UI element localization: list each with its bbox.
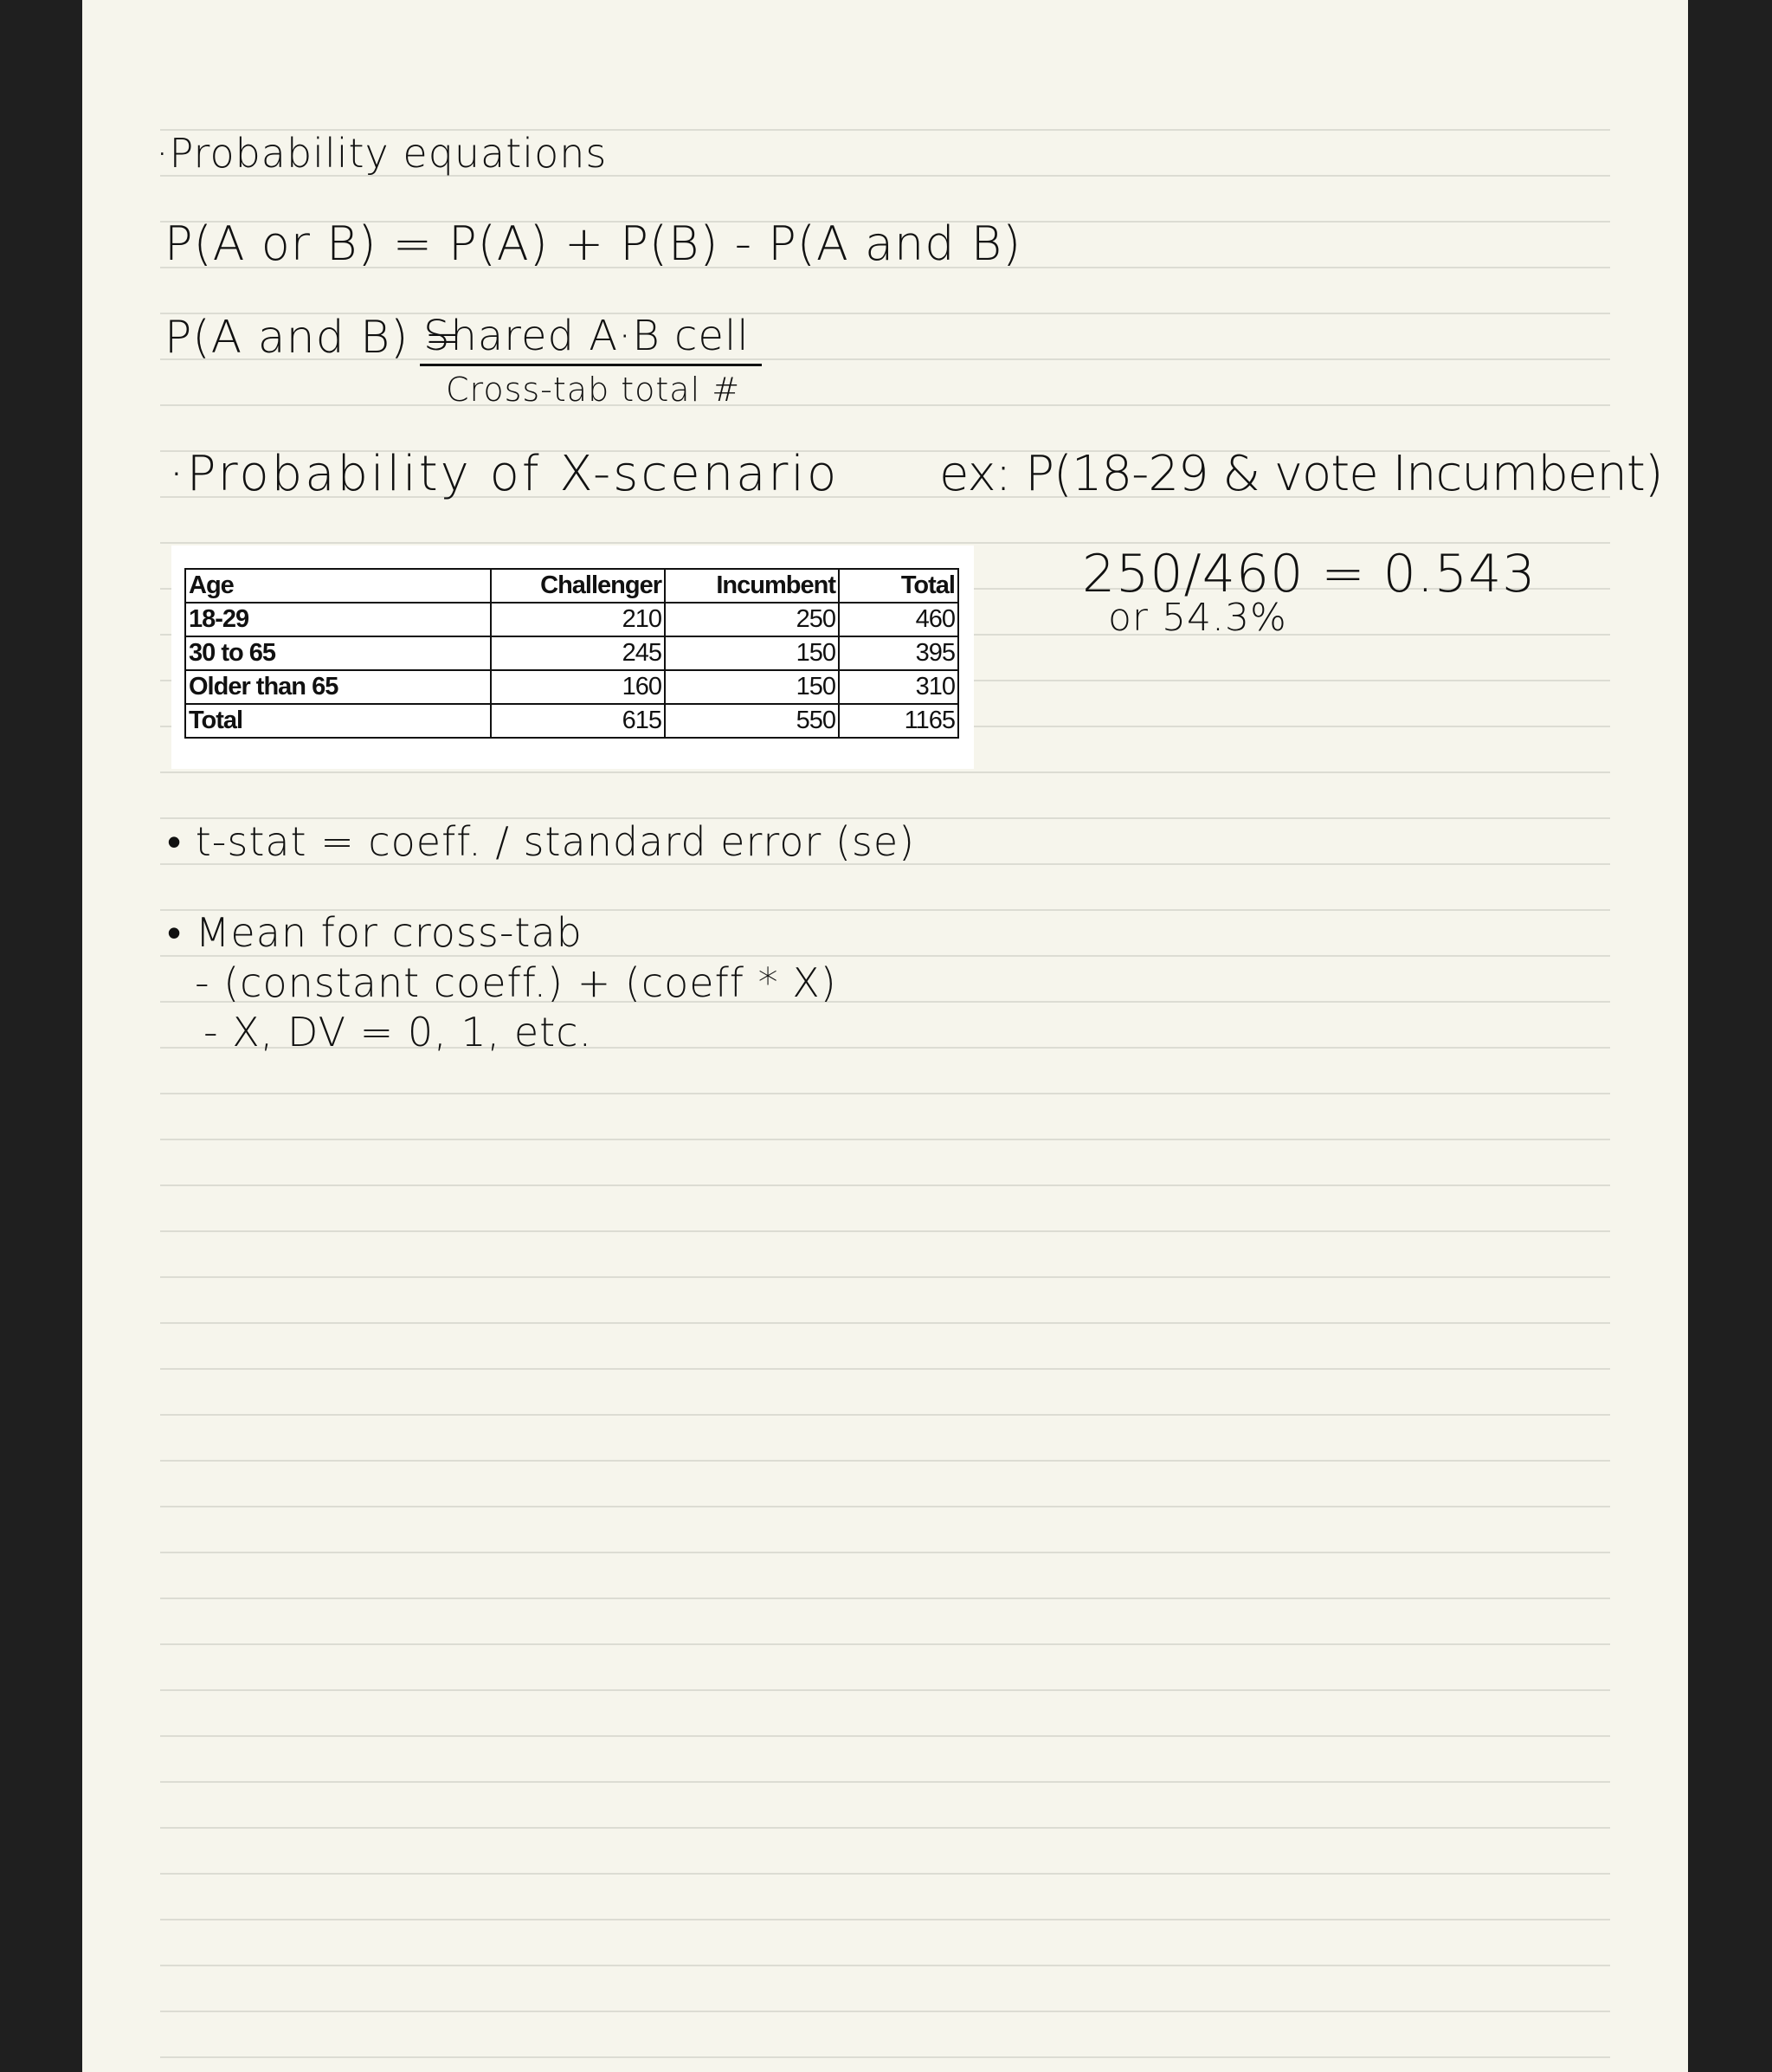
header-total: Total bbox=[839, 569, 958, 603]
example-probability: ex: P(18-29 & vote Incumbent) bbox=[939, 446, 1663, 502]
equation-a-and-b-left: P(A and B) = bbox=[164, 312, 463, 364]
table-row bbox=[185, 636, 958, 670]
example-calculation-percent: or 54.3% bbox=[1108, 596, 1287, 640]
example-calculation: 250/460 = 0.543 bbox=[1082, 544, 1537, 604]
mean-heading: • Mean for cross-tab bbox=[167, 909, 583, 956]
cell-value: 395 bbox=[839, 636, 958, 670]
row-label: Total bbox=[185, 704, 491, 738]
cell-value: 250 bbox=[665, 603, 839, 636]
header-challenger: Challenger bbox=[491, 569, 665, 603]
header-incumbent: Incumbent bbox=[665, 569, 839, 603]
table-row bbox=[185, 603, 958, 636]
equation-a-and-b-numerator: Shared A·B cell bbox=[420, 312, 762, 366]
note-page bbox=[82, 0, 1688, 2072]
mean-line-2: - X, DV = 0, 1, etc. bbox=[203, 1009, 593, 1055]
cell-value: 550 bbox=[665, 704, 839, 738]
cell-value: 460 bbox=[839, 603, 958, 636]
equation-a-or-b: P(A or B) = P(A) + P(B) - P(A and B) bbox=[164, 216, 1022, 271]
cell-value: 160 bbox=[491, 670, 665, 704]
header-age: Age bbox=[185, 569, 491, 603]
cell-value: 210 bbox=[491, 603, 665, 636]
row-label: 30 to 65 bbox=[185, 636, 491, 670]
cell-value: 615 bbox=[491, 704, 665, 738]
cross-tab-header-row bbox=[185, 569, 958, 603]
cell-value: 310 bbox=[839, 670, 958, 704]
cross-tab-card bbox=[171, 545, 974, 769]
row-label: 18-29 bbox=[185, 603, 491, 636]
cell-value: 150 bbox=[665, 636, 839, 670]
mean-line-1: - (constant coeff.) + (coeff * X) bbox=[195, 959, 837, 1006]
heading-probability-equations: ·Probability equations bbox=[156, 130, 608, 177]
heading-probability-of-x-scenario: ·Probability of X-scenario bbox=[169, 446, 840, 502]
table-row bbox=[185, 704, 958, 738]
cross-tab-table bbox=[184, 568, 959, 739]
cell-value: 245 bbox=[491, 636, 665, 670]
t-stat-note: • t-stat = coeff. / standard error (se) bbox=[167, 818, 916, 865]
equation-a-and-b-denominator: Cross-tab total # bbox=[446, 371, 741, 409]
cell-value: 150 bbox=[665, 670, 839, 704]
row-label: Older than 65 bbox=[185, 670, 491, 704]
cell-value: 1165 bbox=[839, 704, 958, 738]
table-row bbox=[185, 670, 958, 704]
